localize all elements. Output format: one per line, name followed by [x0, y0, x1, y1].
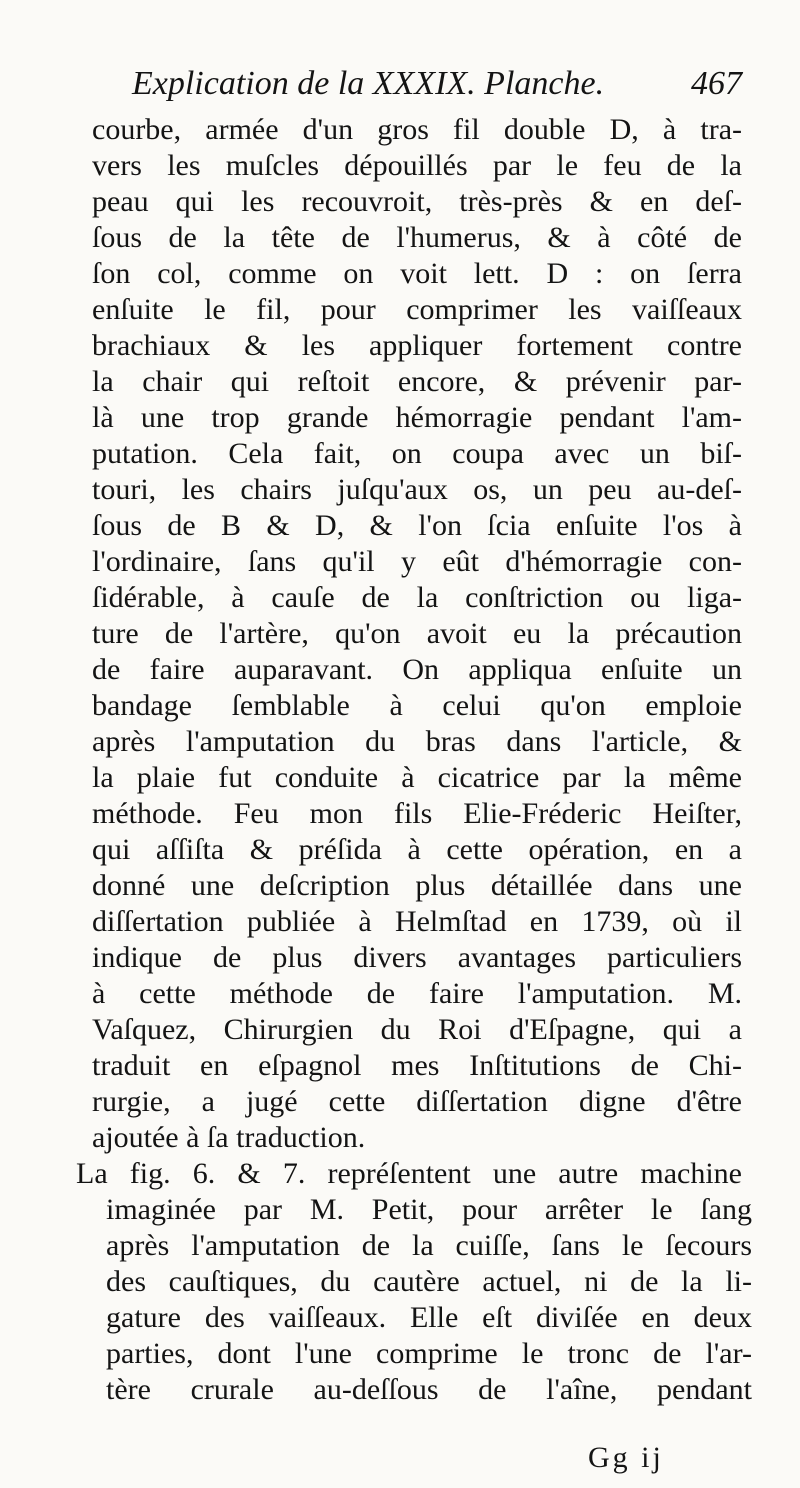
text-line: parties, dont l'une comprime le tronc de l'ar- — [106, 1337, 752, 1370]
text-line: après l'amputation du bras dans l'article, & — [92, 725, 742, 758]
text-line: putation. Cela fait, on coupa avec un biſ- — [92, 437, 742, 470]
running-title: Explication de la XXXIX. Planche. — [132, 65, 605, 102]
text-line: la plaie fut conduite à cicatrice par la même — [92, 761, 742, 794]
text-line: la chair qui reſtoit encore, & prévenir par- — [92, 365, 742, 398]
text-line: enſuite le fil, pour comprimer les vaiſſeaux — [92, 293, 742, 326]
text-line: l'ordinaire, ſans qu'il y eût d'hémorragie con- — [92, 545, 742, 578]
text-line: là une trop grande hémorragie pendant l'am- — [92, 401, 742, 434]
text-line: ſous de la tête de l'humerus, & à côté de — [92, 221, 742, 254]
running-header — [122, 62, 742, 106]
text-line: ſon col, comme on voit lett. D : on ſerra — [92, 257, 742, 290]
text-line: ture de l'artère, qu'on avoit eu la précaution — [92, 617, 742, 650]
text-line: Vaſquez, Chirurgien du Roi d'Eſpagne, qui a — [92, 1013, 742, 1046]
text-line: peau qui les recouvroit, très-près & en deſ- — [92, 185, 742, 218]
text-line: ſous de B & D, & l'on ſcia enſuite l'os à — [92, 509, 742, 542]
text-line: qui aſſiſta & préſida à cette opération, en a — [92, 833, 742, 866]
text-line: courbe, armée d'un gros fil double D, à tra- — [92, 113, 742, 146]
text-line: des cauſtiques, du cautère actuel, ni de la li- — [106, 1265, 752, 1298]
text-line: diſſertation publiée à Helmſtad en 1739, où il — [92, 905, 742, 938]
text-line: de faire auparavant. On appliqua enſuite un — [92, 653, 742, 686]
text-line: indique de plus divers avantages particuliers — [92, 941, 742, 974]
text-line: traduit en eſpagnol mes Inſtitutions de Chi- — [92, 1049, 742, 1082]
text-line: rurgie, a jugé cette diſſertation digne d'être — [92, 1085, 742, 1118]
text-line: imaginée par M. Petit, pour arrêter le ſang — [106, 1193, 752, 1226]
text-line: brachiaux & les appliquer fortement contre — [92, 329, 742, 362]
text-line: ſidérable, à cauſe de la conſtriction ou liga- — [92, 581, 742, 614]
text-line: La fig. 6. & 7. repréſentent une autre machine — [76, 1157, 742, 1190]
text-line: gature des vaiſſeaux. Elle eſt diviſée en deux — [106, 1301, 752, 1334]
text-line: vers les muſcles dépouillés par le feu de la — [92, 149, 742, 182]
text-line: bandage ſemblable à celui qu'on emploie — [92, 689, 742, 722]
text-line: ajoutée à ſa traduction. — [92, 1121, 366, 1154]
signature-mark: Gg ij — [588, 1441, 664, 1474]
text-line: tère crurale au-deſſous de l'aîne, pendant — [106, 1373, 752, 1406]
text-line: méthode. Feu mon fils Elie-Fréderic Heiſter, — [92, 797, 742, 830]
text-line: à cette méthode de faire l'amputation. M. — [92, 977, 742, 1010]
text-line: après l'amputation de la cuiſſe, ſans le ſecours — [106, 1229, 752, 1262]
page-number: 467 — [691, 65, 742, 102]
text-line: touri, les chairs juſqu'aux os, un peu au-deſ- — [92, 473, 742, 506]
text-line: donné une deſcription plus détaillée dans une — [92, 869, 742, 902]
